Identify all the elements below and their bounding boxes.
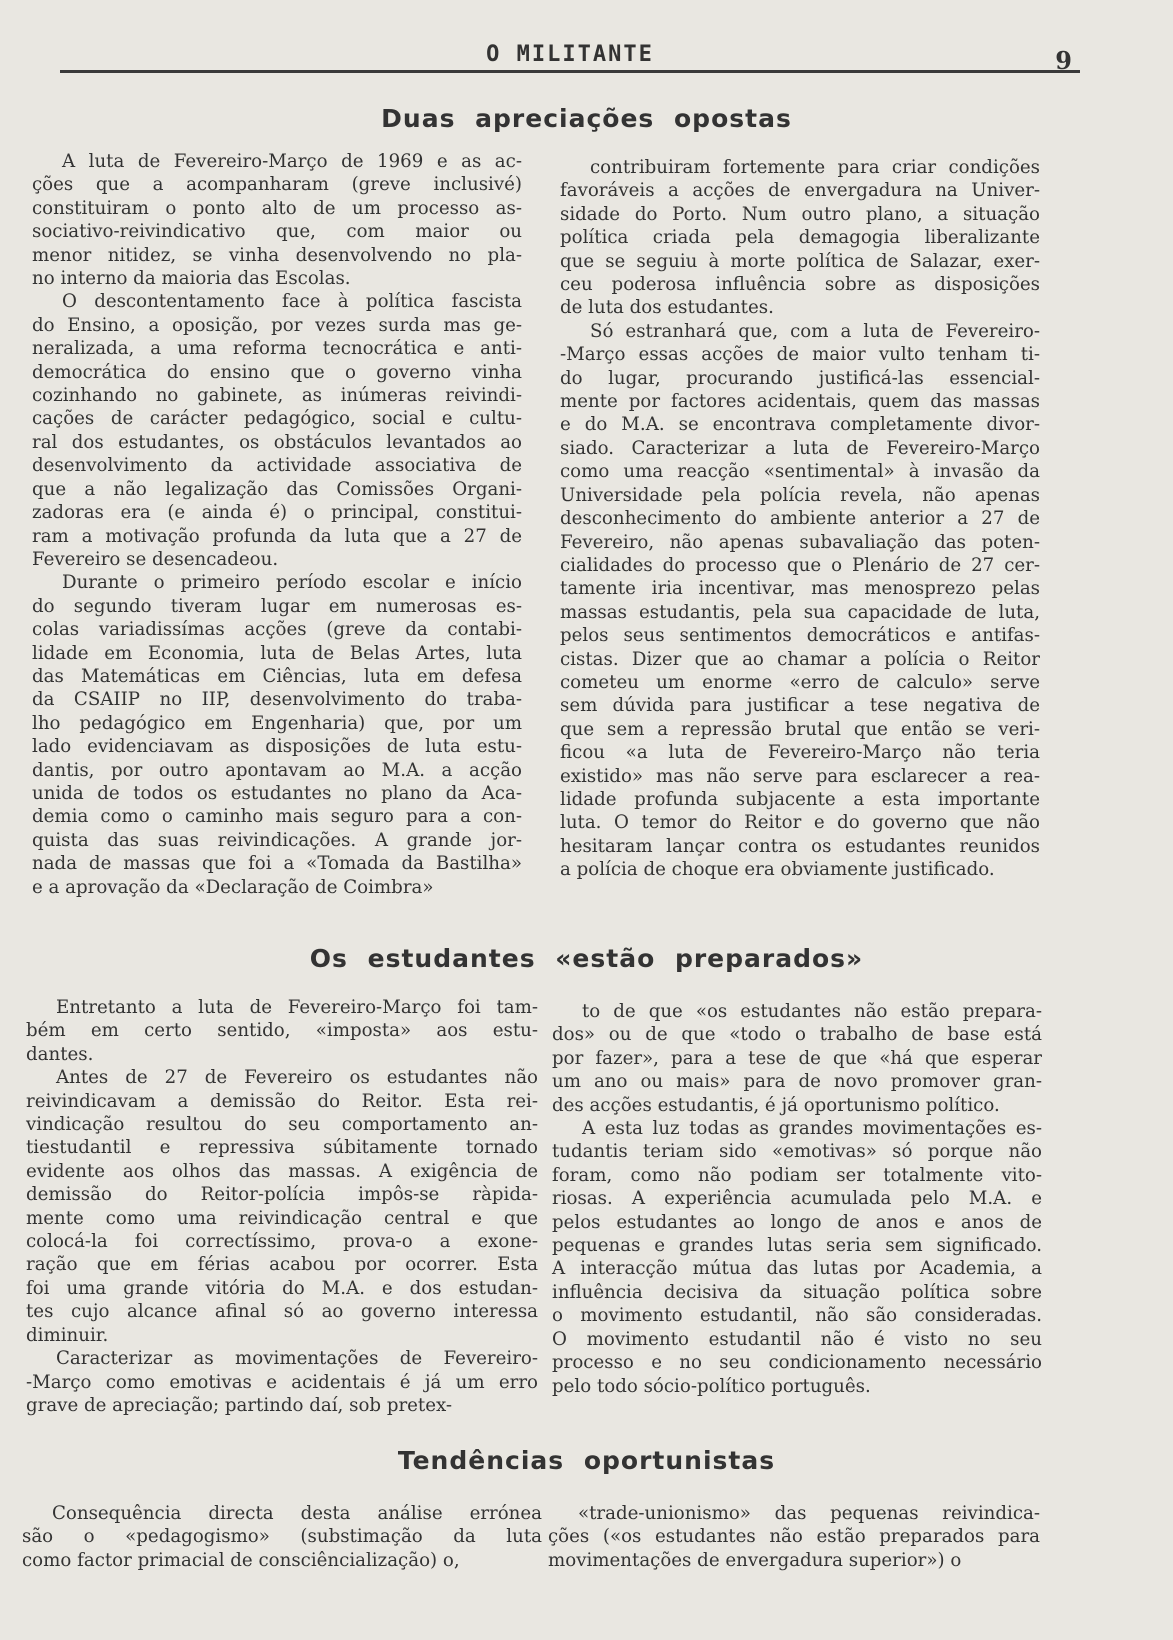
paragraph — [26, 996, 538, 1066]
text-line: de luta dos estudantes. — [560, 297, 774, 319]
text-line: grave de apreciação; partindo daí, sob pretex- — [26, 1394, 453, 1416]
text-line: o movimento estudantil, não são consideradas. — [552, 1305, 1042, 1327]
text-line: movimentações de envergadura superior») o — [548, 1549, 962, 1571]
section-heading: Os estudantes «estão preparados» — [309, 944, 864, 973]
text-line: siado. Caracterizar a luta de Fevereiro-Março — [560, 437, 1040, 459]
text-line: ficou «a luta de Fevereiro-Março não teria — [560, 742, 1040, 764]
text-line: ções («os estudantes não estão preparados para — [548, 1526, 1040, 1548]
text-line: Entretanto a luta de Fevereiro-Março foi tam- — [56, 997, 538, 1018]
article-column-right — [560, 156, 1040, 882]
text-line: ração que em férias acabou por ocorrer. Esta — [26, 1254, 538, 1276]
text-line: Caracterizar as movimentações de Fevereiro- — [56, 1348, 538, 1370]
article-column-left — [26, 996, 538, 1417]
paragraph — [552, 1000, 1042, 1117]
text-line: pequenas e grandes lutas seria sem significado. — [552, 1235, 1042, 1257]
text-line: sem dúvida para justificar a tese negativa de — [560, 695, 1040, 717]
text-line: -Março como emotivas e acidentais é já um erro — [26, 1371, 538, 1393]
paragraph — [548, 1502, 1040, 1572]
text-line: menor nitidez, se vinha desenvolvendo no pla- — [32, 244, 522, 266]
text-line: bém em certo sentido, «imposta» aos estu- — [26, 1020, 538, 1042]
text-line: Fevereiro se desencadeou. — [32, 548, 279, 570]
text-line: que a não legalização das Comissões Organi- — [32, 478, 522, 500]
text-line: massas estudantis, pela sua capacidade de luta, — [560, 601, 1040, 623]
text-line: pelo todo sócio-político português. — [552, 1375, 871, 1397]
text-line: influência decisiva da situação política sobre — [552, 1281, 1042, 1303]
text-line: cistas. Dizer que ao chamar a polícia o Reitor — [560, 648, 1040, 670]
text-line: quista das suas reivindicações. A grande jor- — [32, 829, 522, 851]
text-line: «trade-unionismo» das pequenas reivindica- — [578, 1503, 1040, 1524]
text-line: tudantis teriam sido «emotivas» só porque não — [552, 1141, 1042, 1163]
text-line: lidade profunda subjacente a esta importante — [560, 788, 1040, 810]
text-line: A interacção mútua das lutas por Academia, a — [552, 1258, 1042, 1280]
text-line: colas variadissímas acções (greve da contabi- — [32, 619, 522, 641]
text-line: e do M.A. se encontrava completamente divor- — [560, 414, 1040, 436]
text-line: Fevereiro, não apenas subavaliação das poten- — [560, 531, 1040, 553]
paragraph — [26, 1066, 538, 1347]
text-line: ral dos estudantes, os obstáculos levantados ao — [32, 431, 522, 453]
text-line: do lugar, procurando justificá-las essencial- — [560, 367, 1040, 389]
text-line: dantis, por outro apontavam ao M.A. a acção — [32, 759, 522, 781]
paragraph — [26, 1347, 538, 1417]
text-line: demia como o caminho mais seguro para a con- — [32, 806, 522, 828]
text-line: um ano ou mais» para de novo promover gran- — [552, 1071, 1042, 1093]
text-line: diminuir. — [26, 1324, 109, 1346]
paragraph — [560, 320, 1040, 882]
text-line: O descontentamento face à política fascista — [62, 291, 522, 313]
text-line: desenvolvimento da actividade associativa de — [32, 455, 522, 477]
text-line: que sem a repressão brutal que então se veri- — [560, 718, 1040, 740]
paragraph — [22, 1502, 542, 1572]
text-line: vindicação resultou do seu comportamento an- — [26, 1114, 538, 1136]
text-line: Consequência directa desta análise errónea — [52, 1503, 542, 1524]
text-line: ram a motivação profunda da luta que a 27 de — [32, 525, 522, 547]
text-line: colocá-la foi correctíssimo, prova-o a exone- — [26, 1231, 538, 1253]
section-heading: Duas apreciações opostas — [381, 104, 792, 133]
text-line: favoráveis a acções de envergadura na Univer- — [560, 180, 1040, 202]
text-line: cometeu um enorme «erro de calculo» serve — [560, 671, 1040, 693]
text-line: processo e no seu condicionamento necessário — [552, 1352, 1042, 1374]
paragraph — [552, 1117, 1042, 1398]
text-line: lidade em Economia, luta de Belas Artes, luta — [32, 642, 522, 664]
text-line: A luta de Fevereiro-Março de 1969 e as ac- — [62, 151, 522, 172]
text-line: Antes de 27 de Fevereiro os estudantes não — [56, 1067, 538, 1089]
text-line: sociativo-reivindicativo que, com maior ou — [32, 221, 522, 243]
text-line: evidente aos olhos das massas. A exigência de — [26, 1160, 538, 1182]
text-line: são o «pedagogismo» (substimação da luta — [22, 1526, 542, 1548]
text-line: no interno da maioria das Escolas. — [32, 268, 351, 290]
text-line: hesitaram lançar contra os estudantes reunidos — [560, 835, 1040, 857]
publication-title: O MILITANTE — [486, 42, 654, 67]
article-column-left — [22, 1502, 542, 1572]
text-line: luta. O temor do Reitor e do governo que não — [560, 812, 1040, 834]
text-line: ções que a acompanharam (greve inclusivé) — [32, 174, 522, 196]
masthead — [60, 40, 1080, 74]
text-line: tiestudantil e repressiva súbitamente tornado — [26, 1137, 538, 1159]
text-line: Durante o primeiro período escolar e início — [62, 572, 522, 594]
text-line: zadoras era (e ainda é) o principal, constitui- — [32, 502, 522, 524]
text-line: tes cujo alcance afinal só ao governo interessa — [26, 1301, 538, 1323]
text-line: como uma reacção «sentimental» à invasão da — [560, 461, 1040, 483]
text-line: riosas. A experiência acumulada pelo M.A. e — [552, 1188, 1042, 1210]
page-number: 9 — [1055, 46, 1072, 75]
text-line: lado evidenciavam as disposições de luta estu- — [32, 736, 522, 758]
article-column-right — [552, 1000, 1042, 1398]
text-line: como factor primacial de consciêncialização) o, — [22, 1549, 460, 1571]
text-line: pelos seus sentimentos democráticos e antifas- — [560, 625, 1040, 647]
text-line: Só estranhará que, com a luta de Fevereiro- — [590, 320, 1040, 342]
paragraph — [32, 290, 522, 571]
text-line: dos» ou de que «todo o trabalho de base está — [552, 1024, 1042, 1046]
text-line: unida de todos os estudantes no plano da Aca- — [32, 782, 522, 804]
text-line: democrática do ensino que o governo vinha — [32, 361, 522, 383]
text-line: contribuiram fortemente para criar condições — [590, 157, 1040, 178]
paragraph — [32, 571, 522, 899]
text-line: lho pedagógico em Engenharia) que, por um — [32, 712, 522, 734]
text-line: A esta luz todas as grandes movimentações es- — [582, 1118, 1042, 1140]
text-line: constituiram o ponto alto de um processo as- — [32, 197, 522, 219]
section-heading: Tendências oportunistas — [397, 1446, 776, 1475]
text-line: do segundo tiveram lugar em numerosas es- — [32, 595, 522, 617]
text-line: desconhecimento do ambiente anterior a 27 de — [560, 508, 1040, 530]
text-line: mente como uma reivindicação central e que — [26, 1207, 538, 1229]
text-line: e a aprovação da «Declaração de Coimbra» — [32, 876, 434, 898]
text-line: pelos estudantes ao longo de anos e anos de — [552, 1211, 1042, 1233]
text-line: da CSAIIP no IIP, desenvolvimento do traba- — [32, 689, 522, 711]
text-line: tamente iria incentivar, mas menosprezo pelas — [560, 578, 1040, 600]
text-line: neralizada, a uma reforma tecnocrática e anti- — [32, 338, 522, 360]
text-line: cações de carácter pedagógico, social e cultu- — [32, 408, 522, 430]
text-line: política criada pela demagogia liberalizante — [560, 227, 1040, 249]
text-line: nada de massas que foi a «Tomada da Bastilha» — [32, 853, 522, 875]
text-line: das Matemáticas em Ciências, luta em defesa — [32, 665, 522, 687]
text-line: existido» mas não serve para esclarecer a rea- — [560, 765, 1040, 787]
text-line: reivindicavam a demissão do Reitor. Esta rei- — [26, 1090, 538, 1112]
paragraph — [32, 150, 522, 290]
text-line: ceu poderosa influência sobre as disposições — [560, 274, 1040, 296]
text-line: por fazer», para a tese de que «há que esperar — [552, 1047, 1042, 1069]
paragraph — [560, 156, 1040, 320]
text-line: mente por factores acidentais, quem das massas — [560, 391, 1040, 413]
text-line: cialidades do processo que o Plenário de 27 cer- — [560, 554, 1040, 576]
article-column-right — [548, 1502, 1040, 1572]
text-line: sidade do Porto. Num outro plano, a situação — [560, 203, 1040, 225]
masthead-rule — [60, 70, 1080, 73]
text-line: que se seguiu à morte política de Salazar, exer- — [560, 250, 1040, 272]
article-column-left — [32, 150, 522, 899]
text-line: Universidade pela polícia revela, não apenas — [560, 484, 1040, 506]
text-line: cozinhando no gabinete, as inúmeras reivindi- — [32, 385, 522, 407]
text-line: to de que «os estudantes não estão prepara- — [582, 1001, 1042, 1022]
text-line: -Março essas acções de maior vulto tenham ti- — [560, 344, 1040, 366]
text-line: O movimento estudantil não é visto no seu — [552, 1328, 1042, 1350]
text-line: des acções estudantis, é já oportunismo político. — [552, 1094, 1000, 1116]
text-line: foi uma grande vitória do M.A. e dos estudan- — [26, 1277, 538, 1299]
text-line: demissão do Reitor-polícia impôs-se ràpida- — [26, 1184, 538, 1206]
text-line: do Ensino, a oposição, por vezes surda mas ge- — [32, 314, 522, 336]
text-line: foram, como não podiam ser totalmente vito- — [552, 1164, 1042, 1186]
text-line: dantes. — [26, 1043, 94, 1065]
text-line: a polícia de choque era obviamente justificado. — [560, 859, 995, 881]
